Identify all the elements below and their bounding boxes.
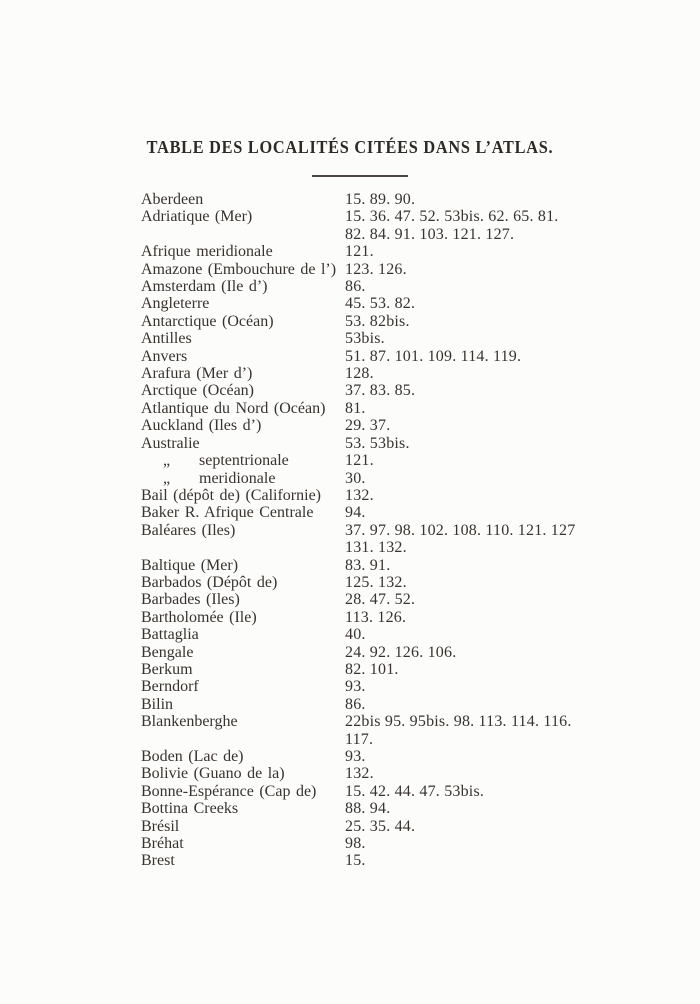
locality-name: Australie <box>141 434 200 452</box>
locality-name: Bréhat <box>141 835 184 853</box>
page-numbers-line: 82. 101. <box>345 660 399 678</box>
page-numbers <box>345 557 681 574</box>
page-numbers <box>345 504 681 521</box>
page-numbers-line: 86. <box>345 278 366 296</box>
locality-name: Berndorf <box>141 678 199 696</box>
table-row <box>141 852 681 869</box>
page-numbers-line: 131. 132. <box>345 539 407 557</box>
page-numbers-line: 25. 35. 44. <box>345 817 416 835</box>
page-numbers-line: 15. 42. 44. 47. 53bis. <box>345 782 485 800</box>
locality-name: Angleterre <box>141 295 210 313</box>
table-row <box>141 400 681 417</box>
locality-name: Aberdeen <box>141 191 204 208</box>
locality-name: Amazone (Embouchure de l’) <box>141 260 337 278</box>
locality-name: Baker R. Afrique Centrale <box>141 504 314 522</box>
locality-name: Anvers <box>141 347 188 365</box>
page-numbers <box>345 191 681 208</box>
table-row <box>141 557 681 574</box>
page-numbers-line: 132. <box>345 486 374 504</box>
locality-name: Antarctique (Océan) <box>141 312 274 330</box>
page-numbers-line: 28. 47. 52. <box>345 591 416 609</box>
page-numbers <box>345 696 681 713</box>
page-numbers-line: 15. 89. 90. <box>345 191 416 208</box>
locality-name-text: meridionale <box>199 469 276 487</box>
locality-name: Berkum <box>141 660 193 678</box>
page-numbers-line: 132. <box>345 765 374 783</box>
page-numbers <box>345 278 681 295</box>
page-numbers-line: 121. <box>345 452 374 470</box>
page-title: TABLE DES LOCALITÉS CITÉES DANS L’ATLAS. <box>146 137 554 157</box>
locality-name: Boden (Lac de) <box>141 748 244 765</box>
page-numbers <box>345 574 681 591</box>
locality-name: Bonne-Espérance (Cap de) <box>141 782 317 800</box>
table-row <box>141 661 681 678</box>
page-numbers-line: 37. 97. 98. 102. 108. 110. 121. 127 <box>345 521 576 539</box>
locality-name: Auckland (Iles d’) <box>141 417 262 435</box>
page-numbers-line: 123. 126. <box>345 260 407 278</box>
locality-name: Baléares (Iles) <box>141 521 236 539</box>
page-numbers-line: 53bis. <box>345 330 385 348</box>
page-numbers <box>345 330 681 347</box>
page-numbers <box>345 487 681 504</box>
table-row <box>141 504 681 521</box>
table-row <box>141 696 681 713</box>
table-row <box>141 644 681 661</box>
locality-name: Battaglia <box>141 626 199 644</box>
locality-name: Brest <box>141 852 175 870</box>
page-numbers <box>345 452 681 469</box>
page-numbers <box>345 713 681 748</box>
page-numbers <box>345 365 681 382</box>
page-numbers-line: 24. 92. 126. 106. <box>345 643 457 661</box>
table-row <box>141 487 681 504</box>
locality-name: Afrique meridionale <box>141 243 273 261</box>
locality-name: Baltique (Mer) <box>141 556 239 574</box>
page-numbers <box>345 765 681 782</box>
locality-name-text: septentrionale <box>199 452 289 470</box>
page-numbers-line: 81. <box>345 399 366 417</box>
page-numbers-line: 82. 84. 91. 103. 121. 127. <box>345 225 515 243</box>
table-row <box>141 713 681 748</box>
table-row <box>141 800 681 817</box>
page-numbers-line: 86. <box>345 695 366 713</box>
page-numbers <box>345 591 681 608</box>
table-row <box>141 191 681 208</box>
table-row <box>141 295 681 312</box>
page-numbers-line: 88. 94. <box>345 800 391 818</box>
page-numbers-line: 45. 53. 82. <box>345 295 416 313</box>
locality-name: Barbades (Iles) <box>141 591 240 609</box>
locality-name: Arafura (Mer d’) <box>141 365 253 383</box>
page-numbers-line: 121. <box>345 243 374 261</box>
table-row <box>141 365 681 382</box>
divider-rule <box>312 175 408 177</box>
table-row <box>141 609 681 626</box>
page-numbers-line: 40. <box>345 626 366 644</box>
table-row <box>141 591 681 608</box>
locality-name: Bartholomée (Ile) <box>141 608 257 626</box>
ditto-mark: „ <box>163 469 171 487</box>
locality-name: Brésil <box>141 817 180 835</box>
locality-name: Arctique (Océan) <box>141 382 254 400</box>
page-numbers <box>345 835 681 852</box>
page-numbers <box>345 783 681 800</box>
page-numbers-line: 53. 82bis. <box>345 312 410 330</box>
page-numbers-line: 93. <box>345 678 366 696</box>
page-numbers-line: 37. 83. 85. <box>345 382 416 400</box>
page-numbers-line: 117. <box>345 730 374 748</box>
page-numbers <box>345 313 681 330</box>
table-row <box>141 835 681 852</box>
page-numbers <box>345 261 681 278</box>
table-row <box>141 278 681 295</box>
locality-name: Adriatique (Mer) <box>141 208 253 226</box>
table-row <box>141 417 681 434</box>
page-numbers <box>345 644 681 661</box>
page-numbers-line: 83. 91. <box>345 556 391 574</box>
page-numbers <box>345 417 681 434</box>
locality-name: Atlantique du Nord (Océan) <box>141 399 326 417</box>
page-numbers-line: 94. <box>345 504 366 522</box>
table-row <box>141 626 681 643</box>
locality-name: Bottina Creeks <box>141 800 239 818</box>
locality-name: Bail (dépôt de) (Californie) <box>141 486 321 504</box>
locality-name: Barbados (Dépôt de) <box>141 573 278 591</box>
page-numbers <box>345 243 681 260</box>
locality-name: Antilles <box>141 330 192 348</box>
page-numbers <box>345 522 681 557</box>
table-row <box>141 208 681 243</box>
page-numbers-line: 125. 132. <box>345 573 407 591</box>
page-numbers <box>345 348 681 365</box>
page-numbers <box>345 208 681 243</box>
page-numbers <box>345 661 681 678</box>
page-numbers-line: 15. <box>345 852 366 870</box>
locality-name <box>141 452 345 469</box>
table-row <box>141 574 681 591</box>
locality-name: Bengale <box>141 643 194 661</box>
table-row <box>141 470 681 487</box>
page-numbers-line: 22bis 95. 95bis. 98. 113. 114. 116. <box>345 713 572 731</box>
table-row <box>141 435 681 452</box>
table-row <box>141 765 681 782</box>
ditto-mark: „ <box>163 452 171 470</box>
page-numbers-line: 93. <box>345 748 366 765</box>
page-numbers <box>345 400 681 417</box>
table-row <box>141 678 681 695</box>
page-numbers <box>345 800 681 817</box>
page-numbers-line: 51. 87. 101. 109. 114. 119. <box>345 347 522 365</box>
page-numbers-line: 30. <box>345 469 366 487</box>
locality-list <box>141 191 681 870</box>
table-row <box>141 783 681 800</box>
page-numbers <box>345 748 681 765</box>
locality-name <box>141 470 345 487</box>
page-numbers-line: 98. <box>345 835 366 853</box>
table-row <box>141 452 681 469</box>
page-numbers <box>345 609 681 626</box>
table-row <box>141 243 681 260</box>
table-row <box>141 330 681 347</box>
page-numbers-line: 15. 36. 47. 52. 53bis. 62. 65. 81. <box>345 208 559 226</box>
page-numbers-line: 128. <box>345 365 374 383</box>
page-numbers <box>345 470 681 487</box>
table-row <box>141 522 681 557</box>
locality-name: Bilin <box>141 695 174 713</box>
locality-name: Amsterdam (Ile d’) <box>141 278 268 296</box>
table-row <box>141 261 681 278</box>
page-numbers <box>345 818 681 835</box>
page-numbers-line: 29. 37. <box>345 417 391 435</box>
page-numbers <box>345 435 681 452</box>
page-numbers <box>345 626 681 643</box>
locality-name: Bolivie (Guano de la) <box>141 765 285 783</box>
page-numbers <box>345 295 681 312</box>
table-row <box>141 748 681 765</box>
table-row <box>141 818 681 835</box>
page-numbers <box>345 382 681 399</box>
page-numbers-line: 113. 126. <box>345 608 407 626</box>
table-row <box>141 313 681 330</box>
locality-name: Blankenberghe <box>141 713 238 731</box>
table-row <box>141 382 681 399</box>
page-numbers <box>345 852 681 869</box>
table-row <box>141 348 681 365</box>
page-numbers-line: 53. 53bis. <box>345 434 410 452</box>
page-numbers <box>345 678 681 695</box>
